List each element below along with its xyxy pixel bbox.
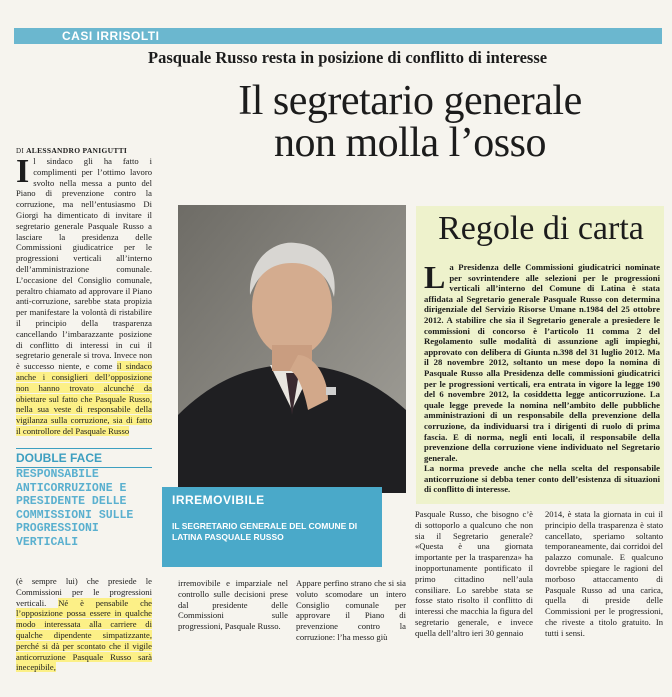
portrait-illustration [178,205,406,493]
article-column-5: 2014, è stata la giornata in cui il principio della trasparenza è stato cancellato, speriamo soltanto temporaneamente, dai corridoi del palazzo comunale. E qualcuno dovrebbe spiegare le ragioni del morboso attaccamento di Pasquale Russo ad una carica, quella di preside delle Commissioni per le progressioni, che riveste a titolo gratuito. In tutti i sensi. [545,509,663,638]
headline [170,80,650,164]
headline-line-2: non molla l’osso [274,120,546,166]
highlighted-passage: il sindaco anche i consiglieri dell’opposizione non hanno trovato alcunché da obiettare sul fatto che Pasquale Russo, nella sua veste di responsabile della vigilanza sulla corruzione, sia di fatto il controllore del Pasquale Russo [16,361,152,436]
caption-text: IL SEGRETARIO GENERALE DEL COMUNE DI LATINA PASQUALE RUSSO [172,521,358,542]
caption-box [162,487,382,567]
sidebar-text: a Presidenza delle Commissioni giudicatrici nominate per sovrintendere alle selezioni per le progressioni verticali all’interno del Comune di Latina è stata affidata al Segretario generale Pasquale Russo con determina dirigenziale del Servizio Risorse Umane n.1984 del 25 ottobre 2012. A stabilire che sia il Segretario generale a presiedere le commissioni di concorso è l’articolo 11 comma 2 del Regolamento sulle modalità di assunzione agli impieghi, approvato con delibera di Giunta n.398 del 31 luglio 2012. Ma il 28 novembre 2012, soltanto un mese dopo la nomina di Pasquale Russo alla Presidenza delle commissioni giudicatrici per le progressioni verticali, era entrata in vigore la legge 190 del 6 novembre 2012, la cosiddetta legge anticorruzione. La quale legge prevede la nomina nell’ambito delle pubbliche amministrazioni di un responsabile della prevenzione della corruzione, da individuarsi tra i dirigenti di ruolo di prima fascia. E di norma, negli enti locali, il responsabile della prevenzione della corruzione viene individuato nel Segretario generale. [424,262,660,463]
column-1b-text: (è sempre lui) che presiede le Commissioni per le progressioni verticali. [16,576,152,608]
headline-line-1: Il segretario generale [238,78,582,124]
byline [16,146,186,155]
dropcap: I [16,153,30,190]
section-label: CASI IRRISOLTI [62,29,160,43]
caption-title: IRREMOVIBILE [172,493,265,507]
byline-author: ALESSANDRO PANIGUTTI [26,146,128,155]
double-face-quote: RESPONSABILE ANTICORRUZIONE E PRESIDENTE DELLE COMMISSIONI SULLE PROGRESSIONI VERTICALI [16,468,134,549]
article-column-2: irremovibile e imparziale nel controllo sulle decisioni prese dal presidente delle Commissioni sulle progressioni, Pasquale Russo. [178,578,288,632]
article-column-1 [16,153,152,437]
sidebar-title: Regole di carta [438,210,644,247]
sidebar-body [424,259,660,495]
portrait-photo [178,205,406,493]
article-column-4: Pasquale Russo, che bisogno c’è di sottoporlo a qualcuno che non sia il Segretario generale? «Questa è una giornata importante per la trasparenza» ha inopportunamente pontificato il primo cittadino nell’aula consiliare. Lo sarebbe stata se fosse stato risolto il conflitto di interessi che macchia la figura del segretario generale, e invece quella dell’altro ieri 30 gennaio [415,509,533,638]
highlighted-passage-2: Né è pensabile che l’opposizione possa essere in qualche modo interessata alla carriere di qualche dipendente simpatizzante, perché si dà per scontato che il vigile anticorruzione Pasquale Russo sarà inecepibile, [16,597,152,673]
section-band [14,28,662,44]
sidebar-text-2: La norma prevede anche che nella scelta del responsabile anticorruzione si debba tener conto dell’esistenza di situazioni di conflitto di interesse. [424,463,660,495]
byline-prefix: DI [16,147,24,155]
article-column-1-continued [16,576,152,673]
article-column-3: Appare perfino strano che si sia voluto scomodare un intero Consiglio comunale per approvare il Piano di prevenzione contro la corruzione: l’ha messo giù [296,578,406,642]
column-1-text: l sindaco gli ha fatto i complimenti per l’ottimo lavoro svolto nella messa a punto del Piano di prevenzione contro la corruzione, ma nell’entusiasmo Di Giorgi ha dimenticato di invitare il segretario generale Pasquale Russo a lasciare la presidenza delle Commissioni giudicatrice per le progressioni verticali all’interno dell’amministrazione comunale. L’occasione del Consiglio comunale, peraltro chiamato ad approvare il Piano anti-corruzione, sarebbe stata propizia per manifestare la volontà di ristabilire il principio della trasparenza cancellando l’imbarazzante posizione di conflitto di interessi in cui il segretario generale si trova. Invece non è successo niente, e come [16,156,152,372]
sidebar-dropcap: L [424,259,446,295]
kicker: Pasquale Russo resta in posizione di conflitto di interesse [148,48,548,67]
double-face-title: DOUBLE FACE [16,448,152,468]
